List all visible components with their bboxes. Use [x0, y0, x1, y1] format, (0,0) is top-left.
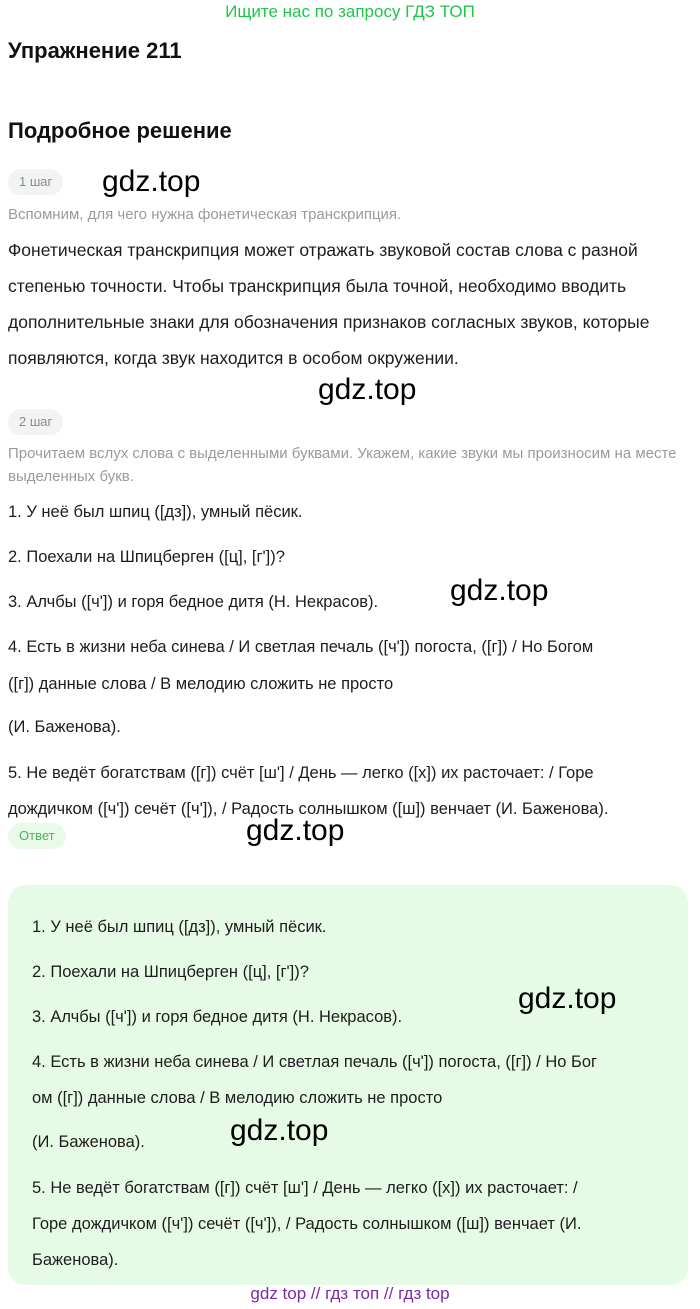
solution-line: 5. Не ведёт богатствам ([г]) счёт [ш'] / День — легко ([х]) их расточает: / Горе	[8, 764, 594, 782]
answer-line: 3. Алчбы ([ч']) и горя бедное дитя (Н. Некрасов).	[32, 1008, 403, 1026]
step-1-text: Фонетическая транскрипция может отражать звуковой состав слова с разной степенью точности. Чтобы транскрипция была точной, необходимо вводить дополнительные знаки для обозначения признаков согласных звуков, которые появляются, когда звук находится в особом окружении.	[8, 240, 650, 368]
watermark: gdz.top	[450, 574, 549, 607]
answer-line: 1. У неё был шпиц ([дз]), умный пёсик.	[32, 918, 327, 936]
solution-line: 4. Есть в жизни неба синева / И светлая печаль ([ч']) погоста, ([г]) / Но Богом	[8, 638, 594, 656]
search-banner[interactable]: Ищите нас по запросу ГДЗ ТОП	[225, 2, 475, 21]
solution-line: дождичком ([ч']) сечёт ([ч']), / Радость солнышком ([ш]) венчает (И. Баженова).	[8, 800, 609, 818]
watermark: gdz.top	[318, 373, 417, 406]
answer-line: 5. Не ведёт богатствам ([г]) счёт [ш'] / День — легко ([х]) их расточает: /	[32, 1179, 578, 1197]
watermark: gdz.top	[102, 165, 201, 198]
answer-line: Горе дождичком ([ч']) сечёт ([ч']), / Радость солнышком ([ш]) венчает (И.	[32, 1215, 582, 1233]
answer-badge: Ответ	[8, 823, 66, 849]
footer-links[interactable]: gdz top // гдз топ // гдз top	[250, 1284, 450, 1303]
step-2-badge: 2 шаг	[8, 409, 63, 435]
section-title: Подробное решение	[8, 118, 232, 143]
exercise-title: Упражнение 211	[8, 38, 182, 63]
solution-line: 2. Поехали на Шпицберген ([ц], [г'])?	[8, 548, 285, 566]
answer-line: 2. Поехали на Шпицберген ([ц], [г'])?	[32, 963, 309, 981]
solution-line: 1. У неё был шпиц ([дз]), умный пёсик.	[8, 503, 303, 521]
answer-line: ом ([г]) данные слова / В мелодию сложить не просто	[32, 1089, 443, 1107]
watermark: gdz.top	[230, 1114, 329, 1147]
solution-line: (И. Баженова).	[8, 718, 121, 736]
step-1-hint: Вспомним, для чего нужна фонетическая транскрипция.	[8, 206, 402, 223]
answer-line: 4. Есть в жизни неба синева / И светлая печаль ([ч']) погоста, ([г]) / Но Бог	[32, 1053, 598, 1071]
watermark: gdz.top	[246, 814, 345, 847]
answer-line: Баженова).	[32, 1251, 119, 1269]
watermark: gdz.top	[518, 982, 617, 1015]
solution-line: 3. Алчбы ([ч']) и горя бедное дитя (Н. Некрасов).	[8, 593, 379, 611]
step-2-hint: Прочитаем вслух слова с выделенными буквами. Укажем, какие звуки мы произносим на месте выделенных букв.	[8, 445, 677, 485]
solution-line: ([г]) данные слова / В мелодию сложить не просто	[8, 675, 394, 693]
answer-line: (И. Баженова).	[32, 1133, 145, 1151]
step-1-badge: 1 шаг	[8, 169, 63, 195]
